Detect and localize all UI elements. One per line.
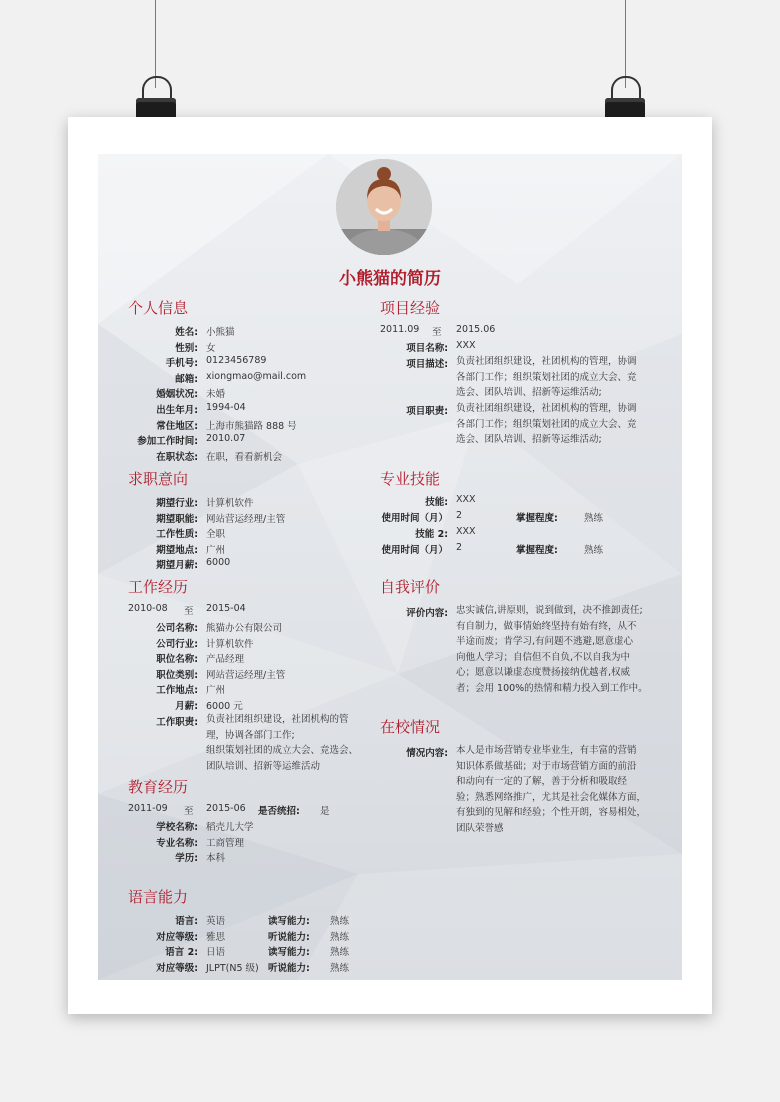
job-label: 期望职能: bbox=[156, 513, 198, 525]
project-desc-line: 选会、团队培训、招新等运维活动; bbox=[456, 387, 602, 398]
project-desc-label: 项目描述: bbox=[406, 359, 448, 370]
edu-to: 至 bbox=[184, 806, 194, 817]
personal-value: 上海市熊猫路 888 号 bbox=[206, 420, 297, 432]
school-text-line: 验；熟悉网络推广，尤其是社会化媒体方面， bbox=[456, 791, 647, 803]
personal-label: 婚姻状况: bbox=[156, 389, 198, 401]
section-personal-title: 个人信息 bbox=[128, 299, 189, 317]
lang-label: 语言 2: bbox=[165, 947, 198, 959]
school-label: 情况内容: bbox=[406, 748, 448, 759]
work-duty-text bbox=[206, 712, 358, 774]
work-duty-line: 负责社团组织建设，社团机构的管 bbox=[206, 714, 349, 725]
work-label: 工作地点: bbox=[156, 685, 198, 697]
lang-value: 英语 bbox=[206, 916, 226, 927]
project-duty-line: 各部门工作；组织策划社团的成立大会、竞 bbox=[456, 418, 637, 430]
self-text-line: 有自制力，做事情始终坚持有始有终，从不 bbox=[456, 620, 637, 632]
lang-value-2: 熟练 bbox=[330, 962, 350, 974]
edu-start-date: 2011-09 bbox=[128, 803, 168, 814]
section-school-title: 在校情况 bbox=[380, 718, 441, 736]
lang-value: 雅思 bbox=[206, 931, 226, 943]
section-self-title: 自我评价 bbox=[380, 578, 441, 596]
edu-end-date: 2015-06 bbox=[206, 803, 246, 814]
personal-label: 性别: bbox=[175, 342, 198, 354]
edu-unified-label: 是否统招: bbox=[258, 806, 300, 817]
self-text-line: 者；会用 100%的热情和精力投入到工作中。 bbox=[456, 682, 648, 694]
school-text-line: 本人是市场营销专业毕业生，有丰富的营销 bbox=[456, 745, 637, 756]
poster-paper bbox=[68, 117, 712, 1014]
job-value: 广州 bbox=[206, 544, 226, 556]
personal-value: 未婚 bbox=[206, 389, 226, 401]
skills-value-2: 熟练 bbox=[584, 513, 604, 524]
personal-label: 手机号: bbox=[165, 358, 198, 370]
project-name-value: XXX bbox=[456, 340, 476, 351]
work-duty-label: 工作职责: bbox=[156, 717, 198, 728]
edu-label: 专业名称: bbox=[156, 837, 198, 849]
skills-label: 技能 2: bbox=[415, 529, 448, 540]
lang-value: 日语 bbox=[206, 947, 226, 959]
work-duty-line: 组织策划社团的成立大会、竞选会、 bbox=[206, 745, 359, 756]
section-work-title: 工作经历 bbox=[128, 578, 189, 596]
work-value: 网站营运经理/主管 bbox=[206, 669, 286, 681]
job-value: 网站营运经理/主管 bbox=[206, 513, 286, 525]
project-desc-text bbox=[456, 354, 637, 401]
section-project-title: 项目经验 bbox=[380, 299, 441, 317]
lang-label-2: 听说能力: bbox=[268, 962, 310, 974]
project-desc-line: 各部门工作；组织策划社团的成立大会、竞 bbox=[456, 371, 637, 383]
work-value: 产品经理 bbox=[206, 654, 245, 666]
school-text-line: 团队荣誉感 bbox=[456, 822, 504, 834]
edu-label: 学校名称: bbox=[156, 822, 198, 833]
project-duty-line: 负责社团组织建设，社团机构的管理，协调 bbox=[456, 403, 637, 414]
work-label: 月薪: bbox=[175, 701, 198, 712]
skills-label: 技能: bbox=[425, 497, 448, 508]
edu-unified-value: 是 bbox=[320, 806, 330, 817]
edu-label: 学历: bbox=[175, 853, 198, 865]
lang-value-2: 熟练 bbox=[330, 947, 350, 959]
edu-value: 工商管理 bbox=[206, 837, 245, 849]
avatar bbox=[336, 159, 432, 255]
skills-value: XXX bbox=[456, 494, 476, 505]
skills-label-2: 掌握程度: bbox=[516, 545, 558, 556]
project-duty-label: 项目职责: bbox=[406, 406, 448, 417]
self-text-line: 忠实诚信,讲原则，说到做到，决不推卸责任; bbox=[456, 605, 643, 616]
personal-label: 在职状态: bbox=[156, 451, 198, 463]
work-value: 6000 元 bbox=[206, 701, 243, 712]
job-label: 期望行业: bbox=[156, 498, 198, 509]
skills-value-2: 熟练 bbox=[584, 545, 604, 556]
lang-label-2: 读写能力: bbox=[268, 916, 310, 927]
work-label: 职位类别: bbox=[156, 669, 198, 681]
job-label: 工作性质: bbox=[156, 529, 198, 541]
edu-value: 本科 bbox=[206, 853, 226, 865]
work-value: 广州 bbox=[206, 685, 226, 697]
resume-title: 小熊猫的简历 bbox=[339, 269, 441, 289]
personal-value: 1994-04 bbox=[206, 402, 246, 413]
school-experience-text bbox=[456, 743, 646, 836]
lang-label: 对应等级: bbox=[156, 962, 198, 974]
personal-label: 邮箱: bbox=[175, 373, 198, 385]
lang-label-2: 读写能力: bbox=[268, 947, 310, 959]
job-label: 期望地点: bbox=[156, 544, 198, 556]
personal-value: 女 bbox=[206, 342, 216, 354]
work-value: 熊猫办公有限公司 bbox=[206, 623, 283, 634]
work-duty-line: 团队培训、招新等运维活动 bbox=[206, 760, 321, 772]
project-to: 至 bbox=[432, 327, 442, 338]
job-value: 全职 bbox=[206, 529, 226, 541]
project-desc-line: 负责社团组织建设，社团机构的管理，协调 bbox=[456, 356, 637, 367]
personal-value: xiongmao@mail.com bbox=[206, 370, 307, 382]
lang-value-2: 熟练 bbox=[330, 931, 350, 943]
self-text-line: 心；愿意以谦虚态度赞扬接纳优越者,权威 bbox=[456, 667, 631, 678]
skills-value: XXX bbox=[456, 526, 476, 537]
lang-label: 语言: bbox=[175, 916, 198, 927]
personal-label: 常住地区: bbox=[156, 420, 198, 432]
job-value: 计算机软件 bbox=[206, 498, 254, 509]
personal-value: 0123456789 bbox=[206, 355, 267, 367]
personal-value: 在职，看看新机会 bbox=[206, 451, 283, 463]
personal-value: 小熊猫 bbox=[206, 327, 235, 338]
job-value: 6000 bbox=[206, 557, 231, 569]
skills-label-2: 掌握程度: bbox=[516, 513, 558, 524]
skills-label: 使用时间（月） bbox=[381, 545, 448, 556]
lang-value-2: 熟练 bbox=[330, 916, 350, 927]
project-end-date: 2015.06 bbox=[456, 324, 496, 335]
school-text-line: 有独到的见解和经验；个性开朗，容易相处， bbox=[456, 807, 647, 818]
job-label: 期望月薪: bbox=[156, 560, 198, 572]
self-text-line: 半途而废；肯学习,有问题不逃避,愿意虚心 bbox=[456, 636, 634, 647]
lang-label-2: 听说能力: bbox=[268, 931, 310, 943]
skills-value: 2 bbox=[456, 542, 463, 553]
work-label: 公司行业: bbox=[156, 638, 198, 650]
lang-label: 对应等级: bbox=[156, 931, 198, 943]
work-label: 公司名称: bbox=[156, 623, 198, 634]
work-start-date: 2010-08 bbox=[128, 603, 168, 614]
personal-label: 姓名: bbox=[175, 327, 198, 338]
resume-sheet bbox=[98, 154, 682, 980]
work-to: 至 bbox=[184, 606, 194, 617]
hanging-string-left bbox=[155, 0, 156, 88]
personal-label: 参加工作时间: bbox=[137, 436, 198, 448]
edu-value: 稻壳儿大学 bbox=[206, 822, 254, 833]
school-text-line: 知识体系做基础；对于市场营销方面的前沿 bbox=[456, 760, 637, 772]
school-text-line: 和动向有一定的了解，善于分析和吸取经 bbox=[456, 776, 628, 787]
project-start-date: 2011.09 bbox=[380, 324, 420, 335]
work-end-date: 2015-04 bbox=[206, 603, 246, 614]
project-duty-text bbox=[456, 401, 637, 448]
work-label: 职位名称: bbox=[156, 654, 198, 666]
lang-value: JLPT(N5 级) bbox=[206, 962, 259, 974]
personal-label: 出生年月: bbox=[156, 405, 198, 416]
personal-value: 2010.07 bbox=[206, 433, 246, 445]
section-lang-title: 语言能力 bbox=[128, 888, 189, 906]
self-label: 评价内容: bbox=[406, 608, 448, 619]
self-evaluation-text bbox=[456, 603, 648, 696]
project-duty-line: 选会、团队培训、招新等运维活动; bbox=[456, 434, 602, 445]
skills-value: 2 bbox=[456, 510, 463, 521]
skills-label: 使用时间（月） bbox=[381, 513, 448, 524]
self-text-line: 向他人学习；自信但不自负,不以自我为中 bbox=[456, 651, 631, 663]
section-job-title: 求职意向 bbox=[128, 470, 189, 488]
work-duty-line: 理，协调各部门工作; bbox=[206, 729, 295, 741]
section-skill-title: 专业技能 bbox=[380, 470, 441, 488]
hanging-string-right bbox=[625, 0, 626, 88]
project-name-label: 项目名称: bbox=[406, 343, 448, 354]
section-edu-title: 教育经历 bbox=[128, 778, 189, 796]
work-value: 计算机软件 bbox=[206, 638, 254, 650]
